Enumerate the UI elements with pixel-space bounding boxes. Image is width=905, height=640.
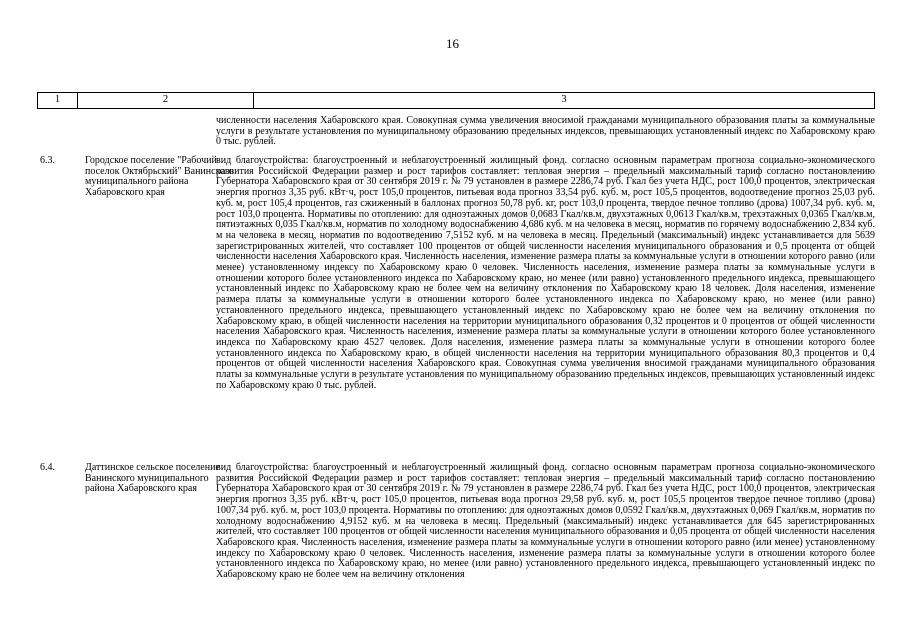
row-municipality-name: Даттинское сельское поселение Ванинского муниципального района Хабаровского края (85, 462, 220, 495)
row-number: 6.4. (40, 462, 55, 473)
row-description: численности населения Хабаровского края. Совокупная сумма увеличения вносимой гражданами муниципального образования платы за коммунальные услуги в результате установления по муниципальному образованию предельных индексов, превышающих установленный индекс по Хабаровскому краю 0 тыс. рублей. (216, 115, 875, 148)
column-header-3: 3 (253, 93, 875, 108)
column-header-2: 2 (77, 93, 253, 108)
row-number: 6.3. (40, 155, 55, 166)
row-municipality-name: Городское поселение "Рабочий поселок Октябрьский" Ванинского муниципального района Хабаровского края (85, 155, 234, 199)
page-number: 16 (446, 36, 459, 51)
column-header-1: 1 (37, 93, 77, 108)
row-description: вид благоустройства: благоустроенный и неблагоустроенный жилищный фонд. согласно основным параметрам прогноза социально-экономического развития Российской Федерации размер и рост тарифов составляет: тепловая энергия – предельный максимальный тариф согласно постановлению Губернатора Хабаровского края от 30 сентября 2019 г. № 79 установлен в размере 2286,74 руб. Гкал без учета НДС, рост 100,0 процентов, электрическая энергия прогноз 3,35 руб. кВт·ч, рост 105,0 процентов, питьевая вода прогноз 29,58 руб. куб. м, рост 105,5 процентов твердое печное топливо (дрова) 1007,34 руб. куб. м, рост 103,0 процента. Нормативы по отоплению: для одноэтажных домов 0,0592 Гкал/кв.м, двухэтажных 0,069 Гкал/кв.м, норматив по холодному водоснабжению 4,9152 куб. м на человека в месяц. Предельный (максимальный) индекс устанавливается для 645 зарегистрированных жителей, что составляет 100 процентов от общей численности населения муниципального образования и 0,05 процента от общей численности населения Хабаровского края. Численность населения, изменение размера платы за коммунальные услуги в отношении которого равно (или менее) установленному индексу по Хабаровскому краю 0 человек. Численность населения, изменение размера платы за коммунальные услуги в отношении которого более установленного индекса по Хабаровскому краю, но менее (или равно) установленного предельного индекса, превышающего установленный индекс по Хабаровскому краю не более чем на величину отклонения (216, 462, 875, 581)
table-header (37, 92, 875, 109)
row-description: вид благоустройства: благоустроенный и неблагоустроенный жилищный фонд. согласно основным параметрам прогноза социально-экономического развития Российской Федерации размер и рост тарифов составляет: тепловая энергия – предельный максимальный тариф согласно постановлению Губернатора Хабаровского края от 30 сентября 2019 г. № 79 установлен в размере 2286,74 руб. Гкал без учета НДС, рост 100,0 процентов, электрическая энергия прогноз 3,35 руб. кВт·ч, рост 105,0 процентов, питьевая вода прогноз 33,54 руб. куб. м, рост 105,5 процентов, водоотведение прогноз 25,03 руб. куб. м, рост 105,4 процентов, газ сжиженный в баллонах прогноз 50,78 руб. кг, рост 103,0 процента, твердое печное топливо (дрова) 1007,34 руб. куб. м, рост 103,0 процента. Нормативы по отоплению: для одноэтажных домов 0,0683 Гкал/кв.м, двухэтажных 0,0613 Гкал/кв.м, трехэтажных 0,0365 Гкал/кв.м, пятиэтажных 0,035 Гкал/кв.м, норматив по холодному водоснабжению 4,686 куб. м на человека в месяц, норматив по горячему водоснабжению 2,834 куб. м на человека в месяц, норматив по водоотведению 7,5152 куб. м на человека в месяц. Предельный (максимальный) индекс устанавливается для 5639 зарегистрированных жителей, что составляет 100 процентов от общей численности населения муниципального образования и 0,5 процента от общей численности населения Хабаровского края. Численность населения, изменение размера платы за коммунальные услуги в отношении которого равно (или менее) установленному индексу по Хабаровскому краю 0 человек. Численность населения, изменение размера платы за коммунальные услуги в отношении которого более установленного индекса по Хабаровскому краю, но менее (или равно) установленного предельного индекса, превышающего установленный индекс по Хабаровскому краю не более чем на величину отклонения по Хабаровскому краю 18 человек. Доля населения, изменение размера платы за коммунальные услуги в отношении которого более установленного индекса по Хабаровскому краю, но менее (или равно) установленного предельного индекса, превышающего установленный индекс по Хабаровскому краю не более чем на величину отклонения по Хабаровскому краю, в общей численности населения на территории муниципального образования 0,32 процентов и 0 процентов от общей численности населения Хабаровского края. Численность населения, изменение размера платы за коммунальные услуги в отношении которого более установленного индекса по Хабаровскому краю 4527 человек. Доля населения, изменение размера платы за коммунальные услуги в отношении которого более установленного индекса по Хабаровскому краю, в общей численности населения на территории муниципального образования 80,3 процентов и 0,4 процентов от общей численности населения Хабаровского края. Совокупная сумма увеличения вносимой гражданами муниципального образования платы за коммунальные услуги в результате установления по муниципальному образованию предельных индексов, превышающих установленный индекс по Хабаровскому краю 0 тыс. рублей. (216, 155, 875, 391)
